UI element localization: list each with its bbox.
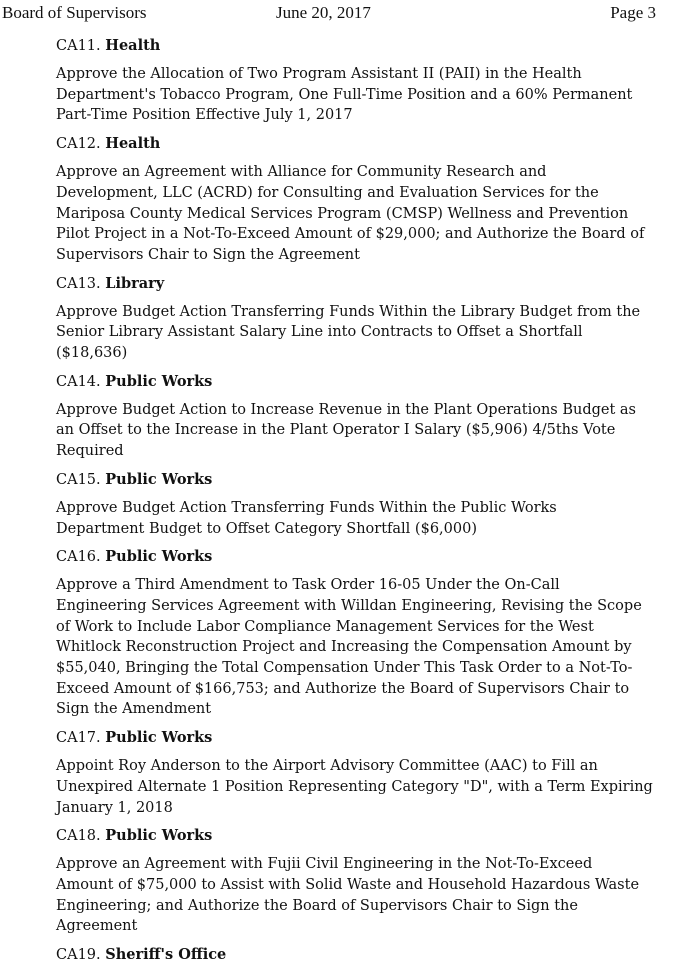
description-line: Approve the Allocation of Two Program Assistant II (PAII) in the Health [56, 66, 582, 82]
description-line: Pilot Project in a Not-To-Exceed Amount of $29,000; and Authorize the Board of [56, 226, 645, 243]
header-board-title: Board of Supervisors [2, 3, 147, 22]
agenda-item-number: CA15. [56, 471, 101, 488]
agenda-item [56, 372, 660, 462]
agenda-item-department: Public Works [105, 470, 213, 488]
agenda-item [56, 826, 660, 937]
agenda-item-department: Health [105, 37, 161, 54]
agenda-item-heading [56, 470, 660, 490]
agenda-item [56, 470, 660, 539]
agenda-item-description [56, 162, 660, 266]
agenda-item-heading [56, 36, 660, 56]
agenda-item-number: CA11. [56, 38, 101, 54]
description-line: Part-Time Position Effective July 1, 2017 [56, 107, 353, 124]
consent-agenda-list [56, 36, 660, 973]
description-line: Engineering Services Agreement with Willdan Engineering, Revising the Scope [56, 597, 642, 614]
description-line: Senior Library Assistant Salary Line into Contracts to Offset a Shortfall [56, 324, 583, 341]
description-line: Mariposa County Medical Services Program (CMSP) Wellness and Prevention [56, 205, 629, 222]
agenda-item-department: Public Works [105, 729, 213, 747]
description-line: Agreement [56, 918, 138, 935]
description-line: Approve an Agreement with Alliance for Community Research and [56, 164, 547, 181]
agenda-item [56, 547, 660, 720]
agenda-item [56, 728, 660, 818]
description-line: Amount of $75,000 to Assist with Solid Waste and Household Hazardous Waste [56, 876, 640, 893]
page-header [0, 3, 680, 25]
agenda-item-department: Health [105, 135, 161, 153]
agenda-item-heading [56, 826, 660, 846]
agenda-item-heading [56, 547, 660, 567]
agenda-item-department: Public Works [105, 372, 213, 390]
agenda-item-number: CA13. [56, 275, 101, 292]
description-line: Approve Budget Action Transferring Funds Within the Library Budget from the [56, 303, 641, 320]
description-line: Department Budget to Offset Category Shortfall ($6,000) [56, 520, 477, 537]
agenda-item-number: CA14. [56, 373, 101, 390]
agenda-item-description [56, 756, 660, 818]
description-line: Engineering; and Authorize the Board of Supervisors Chair to Sign the [56, 897, 578, 914]
agenda-item-department: Public Works [105, 827, 213, 845]
description-line: Approve Budget Action Transferring Funds Within the Public Works [56, 499, 557, 516]
agenda-item-heading [56, 728, 660, 748]
agenda-item-description [56, 400, 660, 462]
agenda-item-department: Library [105, 274, 165, 292]
agenda-item-heading [56, 945, 660, 965]
agenda-item [56, 36, 660, 126]
description-line: Unexpired Alternate 1 Position Representing Category "D", with a Term Expiring [56, 778, 653, 795]
description-line: Whitlock Reconstruction Project and Increasing the Compensation Amount by [56, 639, 632, 656]
agenda-item-number: CA18. [56, 828, 101, 845]
description-line: an Offset to the Increase in the Plant Operator I Salary ($5,906) 4/5ths Vote [56, 422, 616, 439]
agenda-item-department: Sheriff's Office [105, 946, 227, 964]
description-line: January 1, 2018 [56, 799, 173, 816]
description-line: Exceed Amount of $166,753; and Authorize the Board of Supervisors Chair to [56, 680, 630, 697]
description-line: Development, LLC (ACRD) for Consulting and Evaluation Services for the [56, 184, 599, 201]
agenda-item-number: CA19. [56, 947, 101, 964]
description-line: $55,040, Bringing the Total Compensation Under This Task Order to a Not-To- [56, 660, 633, 677]
description-line: Approve an Agreement with Fujii Civil Engineering in the Not-To-Exceed [56, 856, 593, 873]
description-line: Required [56, 443, 124, 460]
agenda-item [56, 274, 660, 364]
agenda-item-heading [56, 372, 660, 392]
agenda-item-description [56, 575, 660, 720]
agenda-item [56, 945, 660, 965]
agenda-item-number: CA17. [56, 730, 101, 747]
agenda-item-heading [56, 274, 660, 294]
agenda-item-number: CA16. [56, 549, 101, 566]
description-line: Appoint Roy Anderson to the Airport Advisory Committee (AAC) to Fill an [56, 758, 598, 775]
description-line: Approve a Third Amendment to Task Order 16-05 Under the On-Call [56, 577, 560, 594]
agenda-item-department: Public Works [105, 548, 213, 566]
description-line: Department's Tobacco Program, One Full-Time Position and a 60% Permanent [56, 86, 633, 103]
header-page-number: Page 3 [610, 3, 656, 22]
agenda-item-description [56, 302, 660, 364]
agenda-item [56, 134, 660, 266]
header-date: June 20, 2017 [276, 3, 371, 22]
description-line: ($18,636) [56, 345, 128, 362]
agenda-item-description [56, 64, 660, 126]
description-line: of Work to Include Labor Compliance Management Services for the West [56, 618, 594, 635]
agenda-item-description [56, 498, 660, 539]
description-line: Approve Budget Action to Increase Revenue in the Plant Operations Budget as [56, 401, 636, 418]
agenda-item-heading [56, 134, 660, 154]
description-line: Sign the Amendment [56, 701, 212, 718]
agenda-item-number: CA12. [56, 136, 101, 153]
agenda-item-description [56, 854, 660, 937]
description-line: Supervisors Chair to Sign the Agreement [56, 246, 360, 263]
